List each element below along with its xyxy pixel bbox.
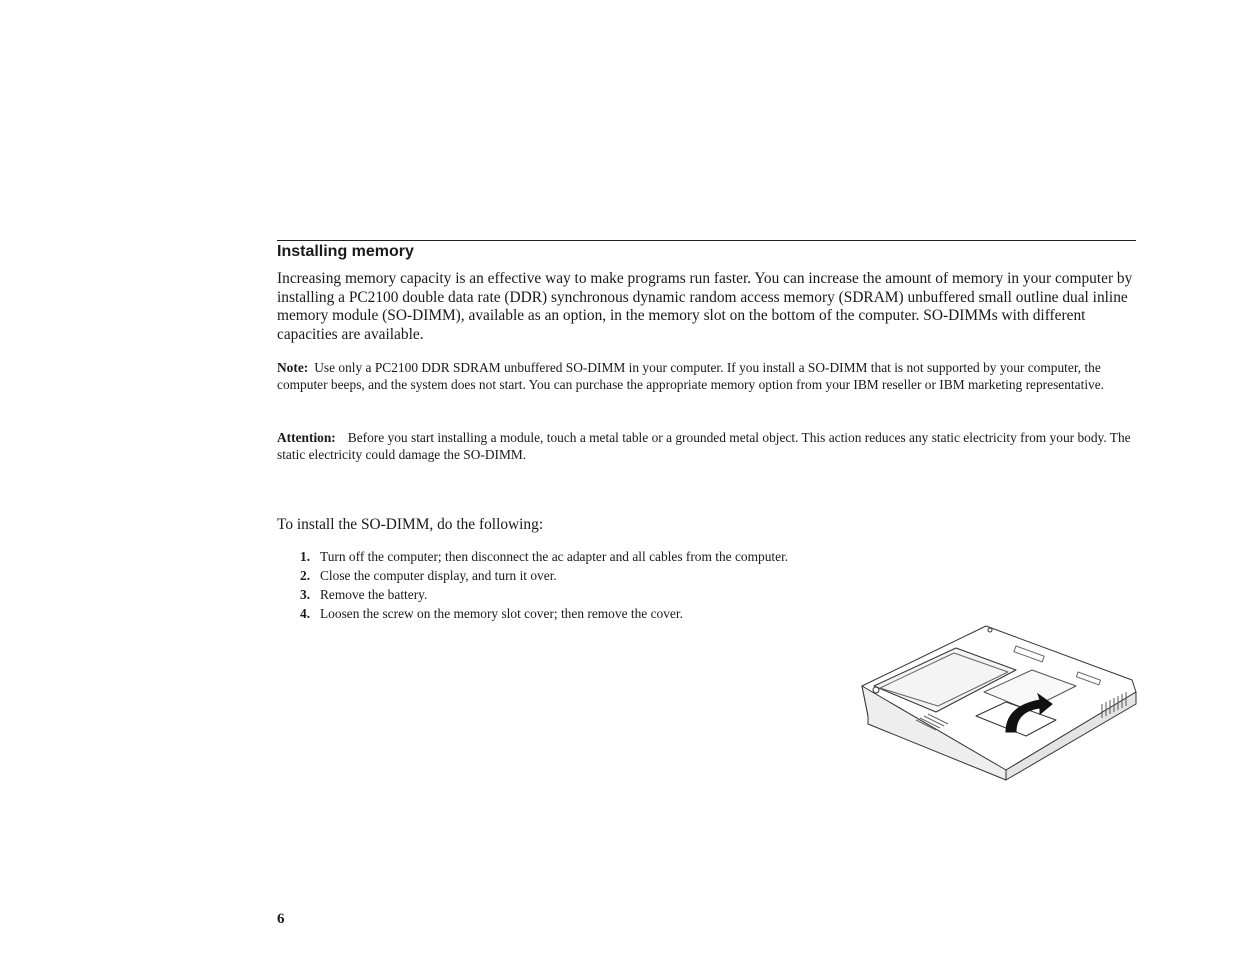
note-paragraph [277,359,1139,393]
step-text: Loosen the screw on the memory slot cover; then remove the cover. [320,606,683,621]
page-number: 6 [277,911,285,927]
step-number: 3. [300,587,311,602]
step-text: Turn off the computer; then disconnect the ac adapter and all cables from the computer. [320,549,789,564]
step-item [300,567,830,584]
attention-text: Before you start installing a module, touch a metal table or a grounded metal object. This action reduces any static electricity from your body. The static electricity could damage the SO-DIMM. [277,430,1131,462]
procedure-steps [300,548,830,624]
intro-paragraph: Increasing memory capacity is an effective way to make programs run faster. You can increase the amount of memory in your computer by installing a PC2100 double data rate (DDR) synchronous dynamic random access memory (SDRAM) unbuffered small outline dual inline memory module (SO-DIMM), available as an option, in the memory slot on the bottom of the computer. SO-DIMMs with different capacities are available. [277,270,1133,343]
step-item [300,586,830,603]
step-text: Close the computer display, and turn it over. [320,568,557,583]
section-rule [277,240,1136,241]
step-number: 4. [300,606,311,621]
procedure-intro: To install the SO-DIMM, do the following: [277,516,544,533]
attention-paragraph [277,429,1139,463]
step-item [300,548,830,565]
section-heading: Installing memory [277,243,414,260]
note-label: Note: [277,360,309,375]
step-text: Remove the battery. [320,587,428,602]
attention-label: Attention: [277,430,336,445]
note-text: Use only a PC2100 DDR SDRAM unbuffered SO-DIMM in your computer. If you install a SO-DIMM that is not supported by your computer, the computer beeps, and the system does not start. You can purchase the appropriate memory option from your IBM reseller or IBM marketing representative. [277,360,1105,392]
step-number: 2. [300,568,311,583]
step-item [300,605,830,622]
laptop-bottom-illustration [856,620,1140,802]
step-number: 1. [300,549,311,564]
